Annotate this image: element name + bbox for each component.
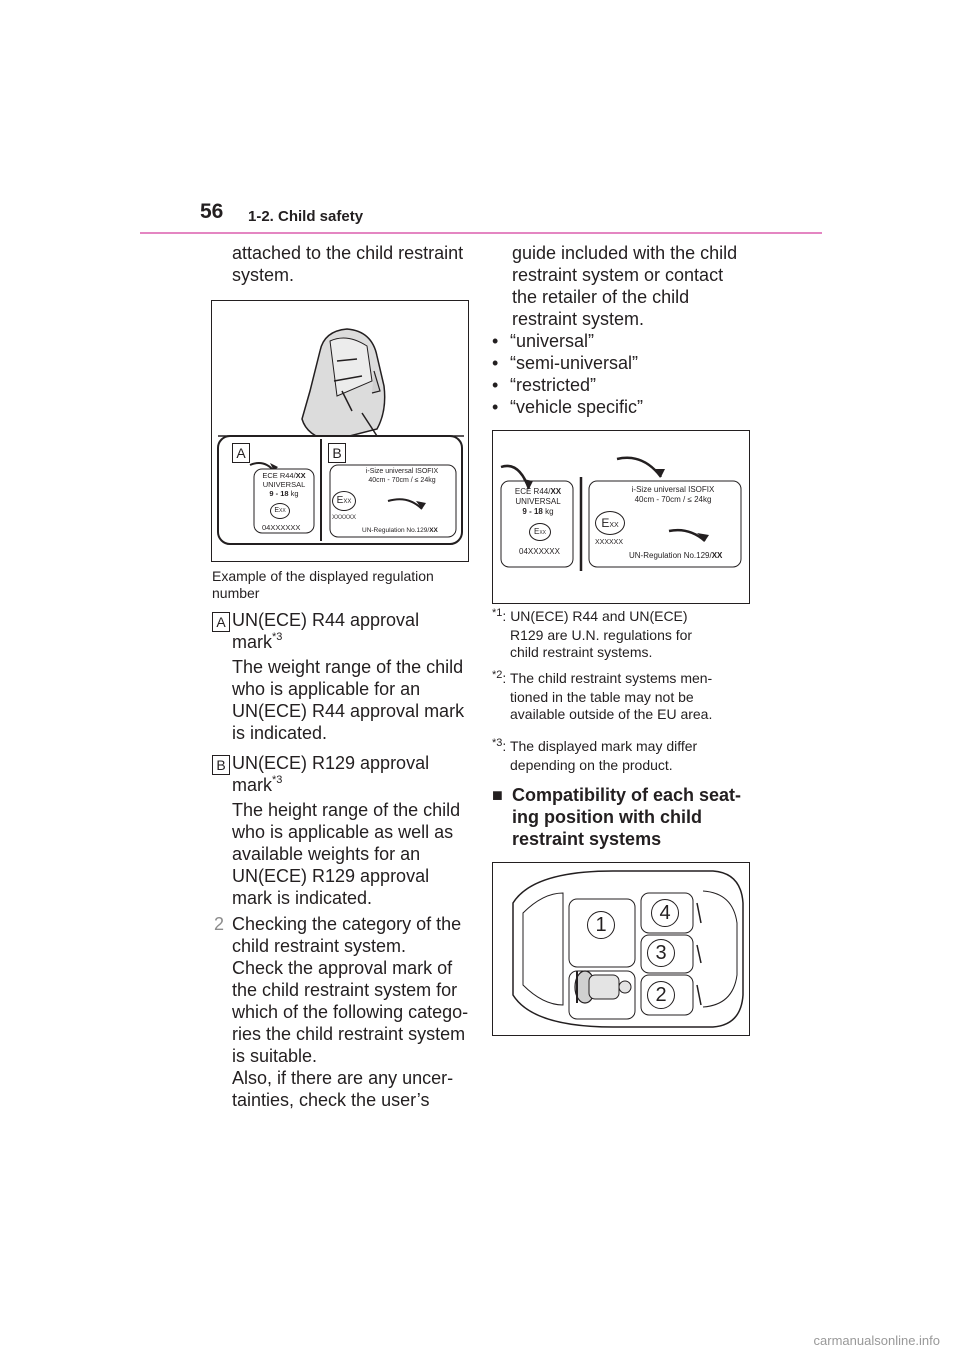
heading-line: Compatibility of each seat- — [512, 785, 742, 805]
footnote-mark: *2 — [492, 669, 503, 681]
footnote-3: $^{*3}$: The displayed mark may differ depending on the product. — [492, 737, 698, 773]
footnote-line: The displayed mark may differ — [509, 738, 698, 754]
r129-reg — [362, 527, 438, 534]
step-line: the child restraint system for — [232, 980, 458, 1000]
r129-range: 40cm - 70cm / ≤ 24kg — [368, 477, 436, 484]
footnote-line: UN(ECE) R44 and UN(ECE) — [510, 608, 688, 624]
step-line: which of the following catego- — [232, 1002, 469, 1022]
step-line: tainties, check the user’s — [232, 1090, 430, 1110]
r44-serial-2: 04XXXXXX — [519, 547, 560, 556]
r44-e: E — [533, 527, 540, 536]
item-b — [232, 752, 460, 909]
r44-ex: XX — [279, 508, 286, 514]
step-line: Check the approval mark of — [232, 958, 453, 978]
r44-e-mark — [270, 503, 290, 519]
r44-xx: XX — [295, 471, 306, 480]
seat-position-4: 4 — [651, 899, 679, 927]
r44-label-text-2 — [507, 487, 569, 517]
footnote-mark: *1 — [492, 607, 503, 619]
text-line: guide included with the child — [512, 243, 738, 263]
item-a-sup: *3 — [272, 631, 283, 643]
caption-line: number — [212, 585, 260, 601]
item-b-desc: available weights for an — [232, 844, 421, 864]
heading-line: ing position with child — [512, 807, 702, 827]
item-b-desc: who is applicable as well as — [232, 822, 454, 842]
step-line: child restraint system. — [232, 936, 407, 956]
bullet-icon: • — [492, 353, 499, 373]
item-a-title: UN(ECE) R44 approval — [232, 610, 420, 630]
r129-reg-2 — [629, 551, 722, 560]
section-title: 1-2. Child safety — [248, 208, 364, 225]
footnote-line: R129 are U.N. regulations for — [510, 627, 693, 643]
r129-ex: XX — [609, 522, 619, 529]
footnote-line: tioned in the table may not be — [510, 689, 694, 705]
square-bullet-icon: ■ — [492, 785, 503, 805]
r129-serial: XXXXXX — [332, 515, 357, 521]
bullet-icon: • — [492, 375, 499, 395]
r129-e: E — [336, 495, 344, 506]
text-line: restraint system or contact — [512, 265, 724, 285]
footnote-line: The child restraint systems men- — [509, 670, 713, 686]
bullet-text: “semi-universal” — [510, 353, 639, 373]
item-b-title — [232, 774, 460, 799]
r129-reg-text: UN-Regulation No.129/ — [629, 551, 712, 560]
footnote-line: child restraint systems. — [510, 644, 653, 660]
r44-weight: 9 - 18 — [269, 489, 289, 498]
item-a — [232, 609, 464, 744]
header-rule — [140, 232, 822, 234]
step-line: is suitable. — [232, 1046, 318, 1066]
bullet-text: “restricted” — [510, 375, 597, 395]
r44-reg: R44/ — [279, 471, 296, 480]
page-number: 56 — [200, 200, 224, 223]
item-a-marker: A — [212, 612, 230, 632]
seat-position-3: 3 — [647, 939, 675, 967]
r129-xx: XX — [429, 527, 438, 534]
approval-mark-figure — [492, 430, 750, 604]
r129-title: i-Size universal ISOFIX — [365, 468, 439, 475]
footnote-line: available outside of the EU area. — [510, 706, 713, 722]
step-number: 2 — [214, 914, 225, 934]
footnote-line: depending on the product. — [510, 757, 673, 773]
label-b-box: B — [328, 443, 346, 463]
r44-kg: kg — [545, 507, 554, 516]
bullet-icon: • — [492, 397, 499, 417]
r44-kg: kg — [290, 489, 299, 498]
item-a-title-mark: mark — [232, 632, 272, 652]
r129-e: E — [601, 516, 610, 530]
r44-xx: XX — [550, 487, 562, 496]
text-line: restraint system. — [512, 309, 645, 329]
r44-serial: 04XXXXXX — [262, 523, 301, 532]
r44-ece: ECE — [514, 487, 532, 496]
item-a-title — [232, 631, 464, 656]
r44-e-mark-2 — [529, 523, 551, 541]
text-line: system. — [232, 265, 295, 285]
r44-reg: R44/ — [533, 487, 551, 496]
r129-serial-2: XXXXXX — [595, 539, 624, 546]
step-2 — [232, 913, 468, 1111]
r44-universal: UNIVERSAL — [515, 497, 561, 506]
r44-universal: UNIVERSAL — [262, 480, 306, 489]
seat-position-1: 1 — [587, 911, 615, 939]
r129-label-text — [352, 467, 452, 485]
text-line: the retailer of the child — [512, 287, 690, 307]
bullet-icon: • — [492, 331, 499, 351]
item-a-desc: The weight range of the child — [232, 657, 464, 677]
item-b-title-mark: mark — [232, 775, 272, 795]
figure-caption — [212, 568, 434, 602]
caption-line: Example of the displayed regulation — [212, 568, 434, 584]
item-a-desc: is indicated. — [232, 723, 328, 743]
step-line: ries the child restraint system — [232, 1024, 466, 1044]
r129-xx: XX — [711, 551, 723, 560]
item-b-sup: *3 — [272, 774, 283, 786]
seat-position-diagram — [492, 862, 750, 1036]
regulation-mark-figure — [211, 300, 469, 562]
footnote-mark: *3 — [492, 737, 503, 749]
r44-ex: XX — [539, 530, 546, 536]
item-a-desc: who is applicable for an — [232, 679, 421, 699]
footnote-1: $^{*1}$: UN(ECE) R44 and UN(ECE) R129 are U.N. regulations for child restraint systems. — [492, 607, 693, 660]
category-bullet — [492, 330, 594, 352]
r44-e: E — [274, 507, 279, 514]
r129-e-mark — [332, 491, 356, 511]
category-bullet — [492, 396, 643, 418]
heading-line: restraint systems — [512, 829, 662, 849]
item-b-desc: The height range of the child — [232, 800, 461, 820]
text-line: attached to the child restraint — [232, 243, 464, 263]
item-b-marker: B — [212, 755, 230, 775]
item-b-desc: mark is indicated. — [232, 888, 373, 908]
car-top-view-illustration — [493, 863, 749, 1035]
intro-text — [232, 242, 463, 286]
r44-ece: ECE — [262, 471, 278, 480]
watermark: carmanualsonline.info — [813, 1333, 940, 1348]
item-b-desc: UN(ECE) R129 approval — [232, 866, 430, 886]
continued-text — [512, 242, 737, 330]
r129-e-mark-2 — [595, 511, 625, 535]
footnote-2: $^{*2}$: The child restraint systems men- tioned in the table may not be available outside of the EU area. — [492, 669, 713, 722]
item-b-title: UN(ECE) R129 approval — [232, 753, 430, 773]
bullet-text: “universal” — [510, 331, 595, 351]
compat-heading — [512, 784, 741, 850]
step-line: Also, if there are any uncer- — [232, 1068, 454, 1088]
r129-ex: XX — [343, 499, 352, 505]
r129-range: 40cm - 70cm / ≤ 24kg — [634, 495, 712, 504]
label-a-box: A — [232, 443, 250, 463]
step-line: Checking the category of the — [232, 914, 462, 934]
bullet-text: “vehicle specific” — [510, 397, 644, 417]
category-bullet — [492, 352, 638, 374]
item-a-desc: UN(ECE) R44 approval mark — [232, 701, 465, 721]
r129-title: i-Size universal ISOFIX — [631, 485, 715, 494]
r129-label-text-2 — [613, 485, 733, 505]
r129-reg-text: UN-Regulation No.129/ — [362, 527, 430, 534]
r44-weight: 9 - 18 — [522, 507, 543, 516]
r44-label-text — [256, 471, 312, 498]
seat-position-2: 2 — [647, 981, 675, 1009]
category-bullet — [492, 374, 596, 396]
